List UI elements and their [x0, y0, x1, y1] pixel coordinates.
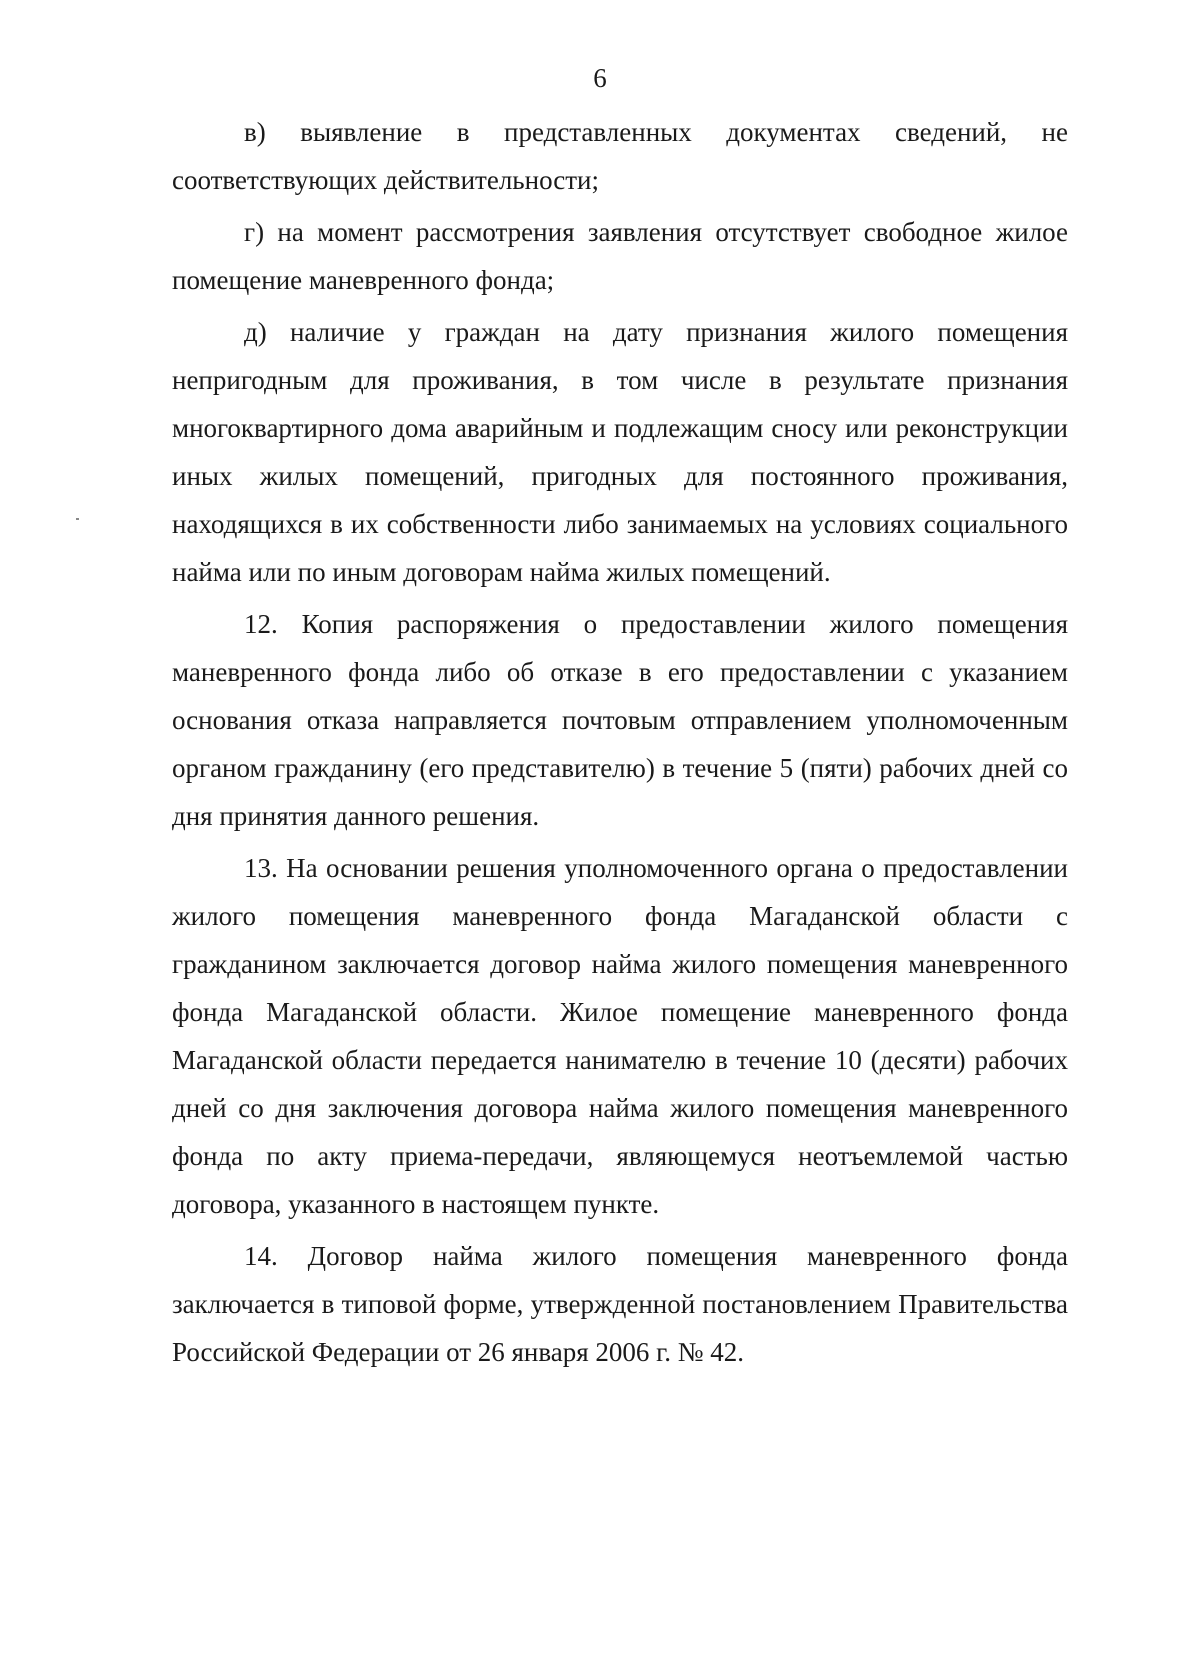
paragraph-14: 14. Договор найма жилого помещения маневренного фонда заключается в типовой форме, утвержденной постановлением Правительства Российской Федерации от 26 января 2006 г. № 42.: [172, 1241, 1068, 1367]
page-number: 6: [593, 63, 607, 93]
scan-speck: [76, 518, 79, 520]
paragraph-g: г) на момент рассмотрения заявления отсутствует свободное жилое помещение маневренного фонда;: [172, 217, 1068, 295]
document-body: [172, 108, 1068, 1376]
paragraph-d: д) наличие у граждан на дату признания жилого помещения непригодным для проживания, в том числе в результате признания многоквартирного дома аварийным и подлежащим сносу или реконструкции иных жилых помещений, пригодных для постоянного проживания, находящихся в их собственности либо занимаемых на условиях социального найма или по иным договорам найма жилых помещений.: [172, 317, 1068, 587]
paragraph-13: 13. На основании решения уполномоченного органа о предоставлении жилого помещения маневренного фонда Магаданской области с гражданином заключается договор найма жилого помещения маневренного фонда Магаданской области. Жилое помещение маневренного фонда Магаданской области передается нанимателю в течение 10 (десяти) рабочих дней со дня заключения договора найма жилого помещения маневренного фонда по акту приема-передачи, являющемуся неотъемлемой частью договора, указанного в настоящем пункте.: [172, 853, 1068, 1219]
paragraph-v: в) выявление в представленных документах сведений, не соответствующих действительности;: [172, 117, 1068, 195]
paragraph-12: 12. Копия распоряжения о предоставлении жилого помещения маневренного фонда либо об отказе в его предоставлении с указанием основания отказа направляется почтовым отправлением уполномоченным органом гражданину (его представителю) в течение 5 (пяти) рабочих дней со дня принятия данного решения.: [172, 609, 1068, 831]
